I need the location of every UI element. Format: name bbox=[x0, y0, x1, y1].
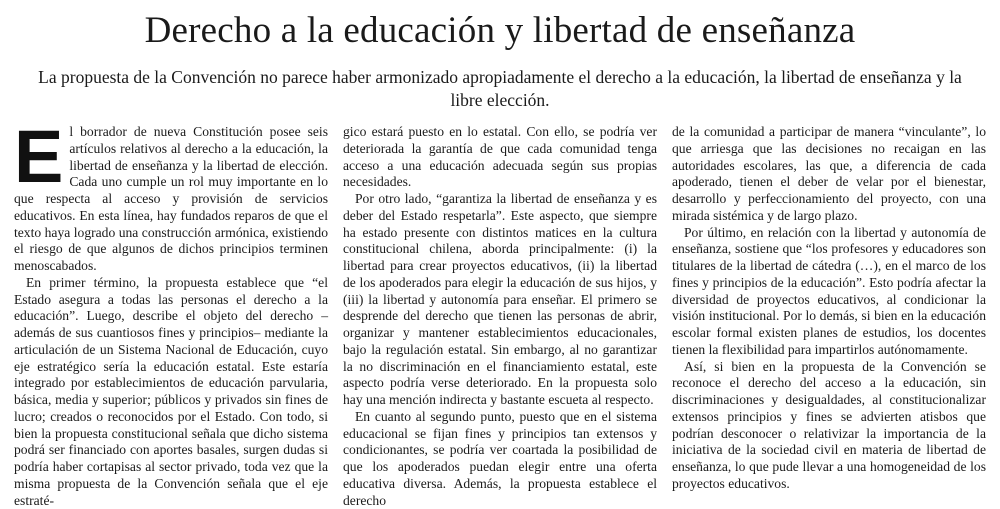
paragraph: En cuanto al segundo punto, puesto que en el sistema educacional se fijan fines y principios tan extensos y condicionantes, se podría ver coartada la posibilidad de que los apoderados puedan elegir entre una oferta educativa diversa. Además, la propuesta establece el derecho bbox=[343, 408, 657, 508]
column-3 bbox=[672, 124, 986, 509]
drop-cap: E bbox=[14, 115, 64, 198]
column-1 bbox=[14, 115, 328, 509]
article-body bbox=[14, 115, 986, 509]
article-deck: La propuesta de la Convención no parece haber armonizado apropiadamente el derecho a la educación, la libertad de enseñanza y la libre elección. bbox=[38, 67, 962, 110]
column-2 bbox=[343, 124, 657, 509]
paragraph: Por último, en relación con la libertad y autonomía de enseñanza, sostiene que “los profesores y educadores son titulares de la libertad de cátedra (…), en el marco de los fines y principios de la educación”. Esto podría afectar la diversidad de proyectos educativos, al condicionar la visión institucional. Por lo demás, si bien en la educación escolar formal existen planes de estudios, los docentes tienen la flexibilidad para impartirlos autónomamente. bbox=[672, 224, 986, 357]
paragraph-text: l borrador de nueva Constitución posee seis artículos relativos al derecho a la educación, la libertad de enseñanza y la libertad de elección. Cada uno cumple un rol muy importante en lo que respecta al acceso y provisión de servicios educativos. En esta línea, hay fundados reparos de que el texto haya logrado una construcción armónica, existiendo el riesgo de que algunos de dichos principios terminen menoscabados. bbox=[14, 124, 328, 273]
paragraph: gico estará puesto en lo estatal. Con ello, se podría ver deteriorada la garantía de que cada comunidad tenga acceso a una educación adecuada según sus propias necesidades. bbox=[343, 124, 657, 190]
paragraph bbox=[14, 115, 328, 275]
paragraph: de la comunidad a participar de manera “vinculante”, lo que arriesga que las decisiones no recaigan en las autoridades escolares, las que, a diferencia de cada apoderado, tienen el deber de velar por el bienestar, desarrollo y perfeccionamiento del proyecto, con una mirada sistémica y de largo plazo. bbox=[672, 124, 986, 223]
paragraph: Por otro lado, “garantiza la libertad de enseñanza y es deber del Estado respetarla”. Este aspecto, que siempre ha estado presente con distintos matices en la cultura constitucional chilena, aborda principalmente: (i) la libertad para crear proyectos educativos, (ii) la libertad de los apoderados para elegir la educación de sus hijos, y (iii) la libertad y autonomía para enseñar. El primero se desprende del derecho que tienen las personas de abrir, organizar y mantener establecimientos educacionales, bajo la regulación estatal. Sin embargo, al no garantizar la no discriminación en el financiamiento estatal, este aspecto podría verse deteriorado. En la propuesta solo hay una mención indirecta y bastante escueta al respecto. bbox=[343, 191, 657, 407]
article-headline: Derecho a la educación y libertad de enseñanza bbox=[144, 10, 856, 51]
paragraph: Así, si bien en la propuesta de la Convención se reconoce el derecho del acceso a la educación, sin discriminaciones y desigualdades, al constitucionalizar extensos principios y fines se advierten atisbos que podrían desconocer o relativizar la importancia de la iniciativa de la sociedad civil en materia de libertad de enseñanza, lo que pude llevar a una homogeneidad de los proyectos educativos. bbox=[672, 358, 986, 491]
paragraph: En primer término, la propuesta establece que “el Estado asegura a todas las personas el derecho a la educación”. Luego, describe el objeto del derecho –además de sus cuantiosos fines y principios– mediante la articulación de un Sistema Nacional de Educación, cuyo eje estratégico sería la educación estatal. Este estaría integrado por establecimientos de educación parvularia, básica, media y superior; públicos y privados sin fines de lucro; creados o reconocidos por el Estado. Con todo, si bien la propuesta constitucional señala que dicho sistema podrá ser financiado con aportes basales, surgen dudas si podría haber cortapisas al sector privado, toda vez que la misma propuesta de la Convención señala que el eje estraté- bbox=[14, 274, 328, 508]
